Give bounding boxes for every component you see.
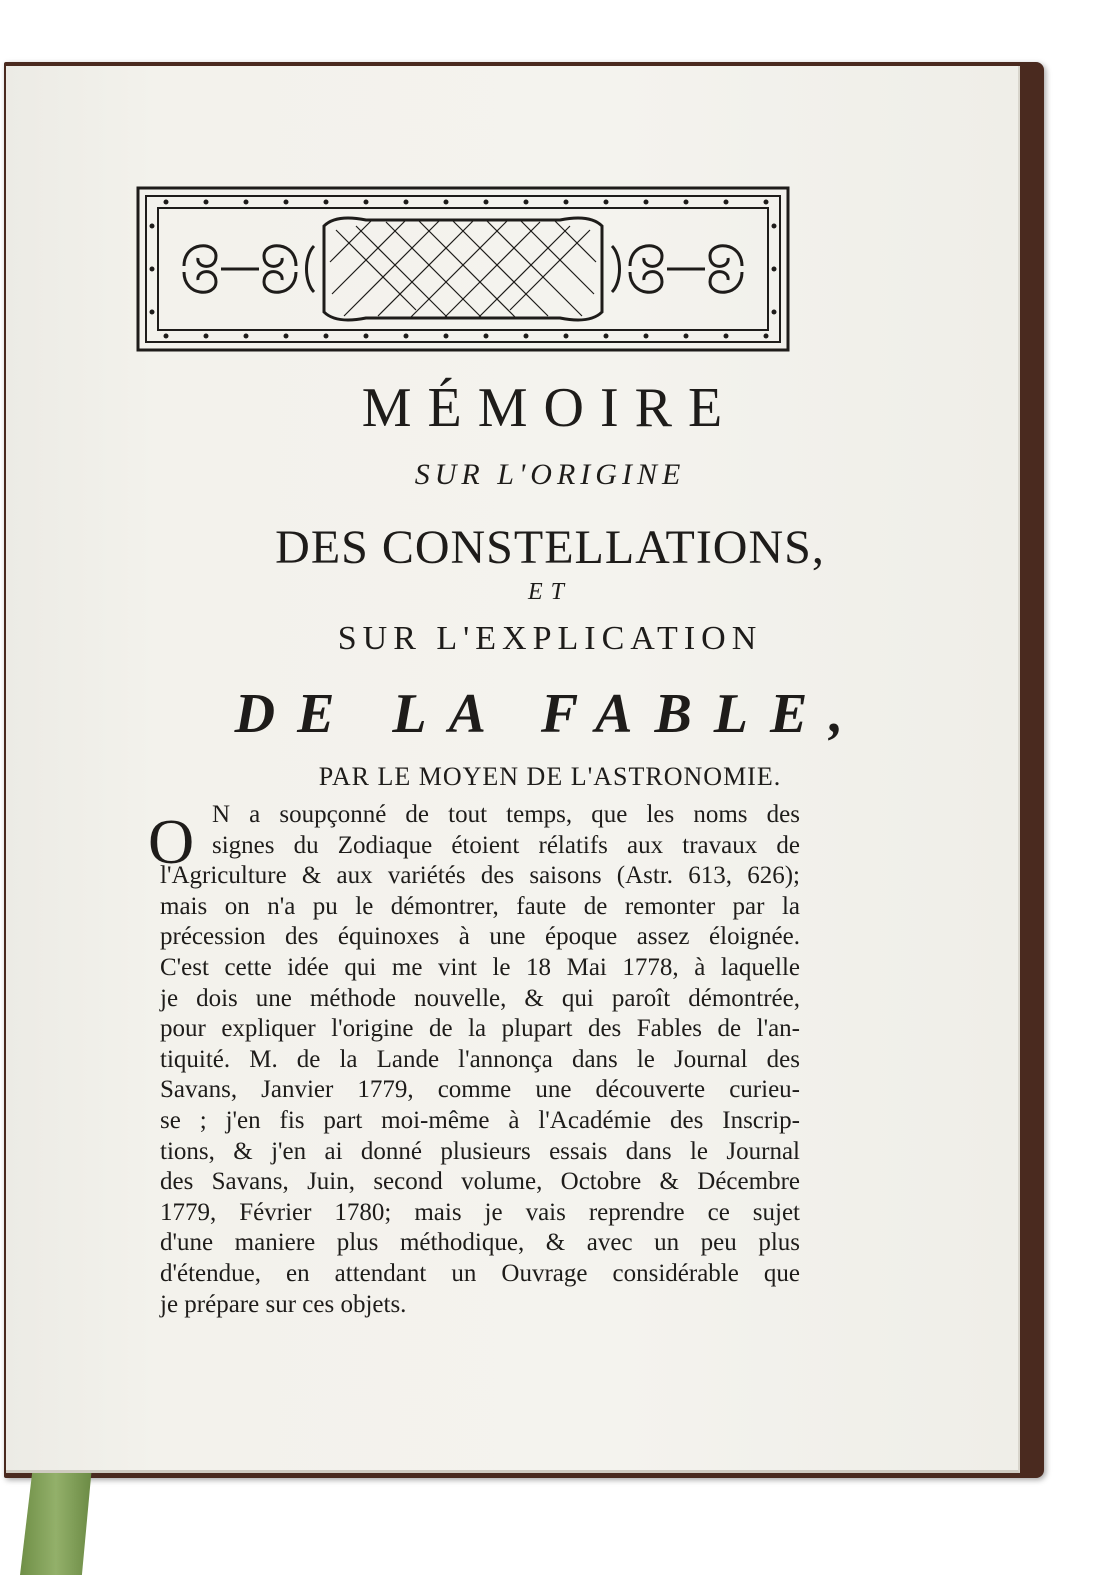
text-line: d'une maniere plus méthodique, & avec un peu plus xyxy=(160,1229,800,1257)
decorative-headpiece-ornament xyxy=(136,186,790,352)
drop-cap-initial: O xyxy=(148,806,195,877)
title-astronomie: PAR LE MOYEN DE L'ASTRONOMIE. xyxy=(318,762,782,791)
subtitle-sur-origine: SUR L'ORIGINE xyxy=(414,458,686,491)
text-line: 1779, Février 1780; mais je vais reprendre ce sujet xyxy=(160,1198,800,1226)
text-line: pour expliquer l'origine de la plupart des Fables de l'an- xyxy=(160,1015,800,1043)
text-line: je prépare sur ces objets. xyxy=(160,1290,407,1318)
text-line: mais on n'a pu le démontrer, faute de remonter par la xyxy=(160,892,800,920)
title-constellations: DES CONSTELLATIONS, xyxy=(275,521,825,574)
text-line: C'est cette idée qui me vint le 18 Mai 1778, à laquelle xyxy=(160,953,800,981)
text-line: des Savans, Juin, second volume, Octobre & Décembre xyxy=(160,1168,800,1196)
text-line: signes du Zodiaque étoient rélatifs aux travaux de xyxy=(212,831,800,859)
text-line: tions, & j'en ai donné plusieurs essais dans le Journal xyxy=(160,1137,800,1165)
title-fable: DE LA FABLE, xyxy=(234,683,866,745)
text-line: d'étendue, en attendant un Ouvrage considérable que xyxy=(160,1259,800,1287)
text-line: tiquité. M. de la Lande l'annonça dans le Journal des xyxy=(160,1045,800,1073)
text-line: se ; j'en fis part moi-même à l'Académie des Inscrip- xyxy=(160,1106,800,1134)
bookmark-ribbon xyxy=(20,1466,92,1575)
text-line: N a soupçonné de tout temps, que les noms des xyxy=(212,801,800,828)
text-line: l'Agriculture & aux variétés des saisons (Astr. 613, 626); xyxy=(160,862,800,890)
title-memoire: MÉMOIRE xyxy=(361,377,739,439)
text-line: Savans, Janvier 1779, comme une découverte curieu- xyxy=(160,1076,800,1104)
body-paragraph xyxy=(160,800,800,1320)
text-line: je dois une méthode nouvelle, & qui paroît démontrée, xyxy=(160,984,800,1012)
title-conjunction: ET xyxy=(527,579,572,605)
title-explication: SUR L'EXPLICATION xyxy=(337,620,763,657)
text-line: précession des équinoxes à une époque assez éloignée. xyxy=(160,923,800,951)
